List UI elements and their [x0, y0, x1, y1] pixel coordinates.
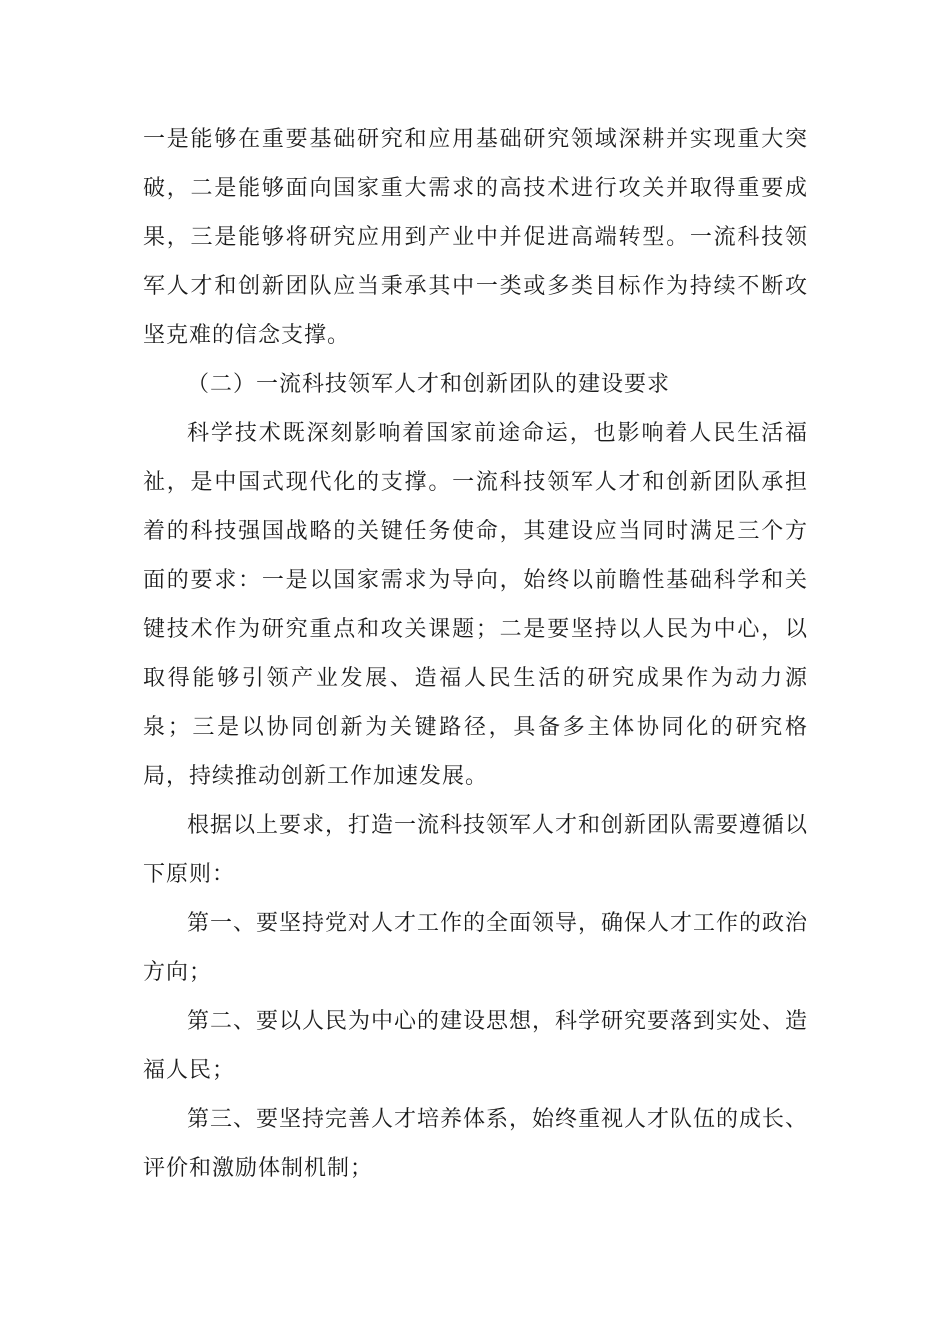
principle-item-1: 第一、要坚持党对人才工作的全面领导，确保人才工作的政治方向； [143, 911, 809, 985]
paragraph-goals-continuation: 一是能够在重要基础研究和应用基础研究领域深耕并实现重大突破，二是能够面向国家重大需求的高技术进行攻关并取得重要成果，三是能够将研究应用到产业中并促进高端转型。一流科技领军人才和创新团队应当秉承其中一类或多类目标作为持续不断攻坚克难的信念支撑。 [143, 127, 808, 348]
principle-item-3: 第三、要坚持完善人才培养体系，始终重视人才队伍的成长、评价和激励体制机制； [143, 1107, 809, 1181]
paragraph-requirements: 科学技术既深刻影响着国家前途命运，也影响着人民生活福祉，是中国式现代化的支撑。一流科技领军人才和创新团队承担着的科技强国战略的关键任务使命，其建设应当同时满足三个方面的要求：一是以国家需求为导向，始终以前瞻性基础科学和关键技术作为研究重点和攻关课题；二是要坚持以人民为中心，以取得能够引领产业发展、造福人民生活的研究成果作为动力源泉；三是以协同创新为关键路径，具备多主体协同化的研究格局，持续推动创新工作加速发展。 [143, 421, 808, 789]
section-heading-requirements: （二）一流科技领军人才和创新团队的建设要求 [187, 372, 671, 397]
document-body [143, 115, 808, 1193]
paragraph-principles-intro: 根据以上要求，打造一流科技领军人才和创新团队需要遵循以下原则： [143, 813, 809, 887]
principle-item-2: 第二、要以人民为中心的建设思想，科学研究要落到实处、造福人民； [143, 1009, 809, 1083]
